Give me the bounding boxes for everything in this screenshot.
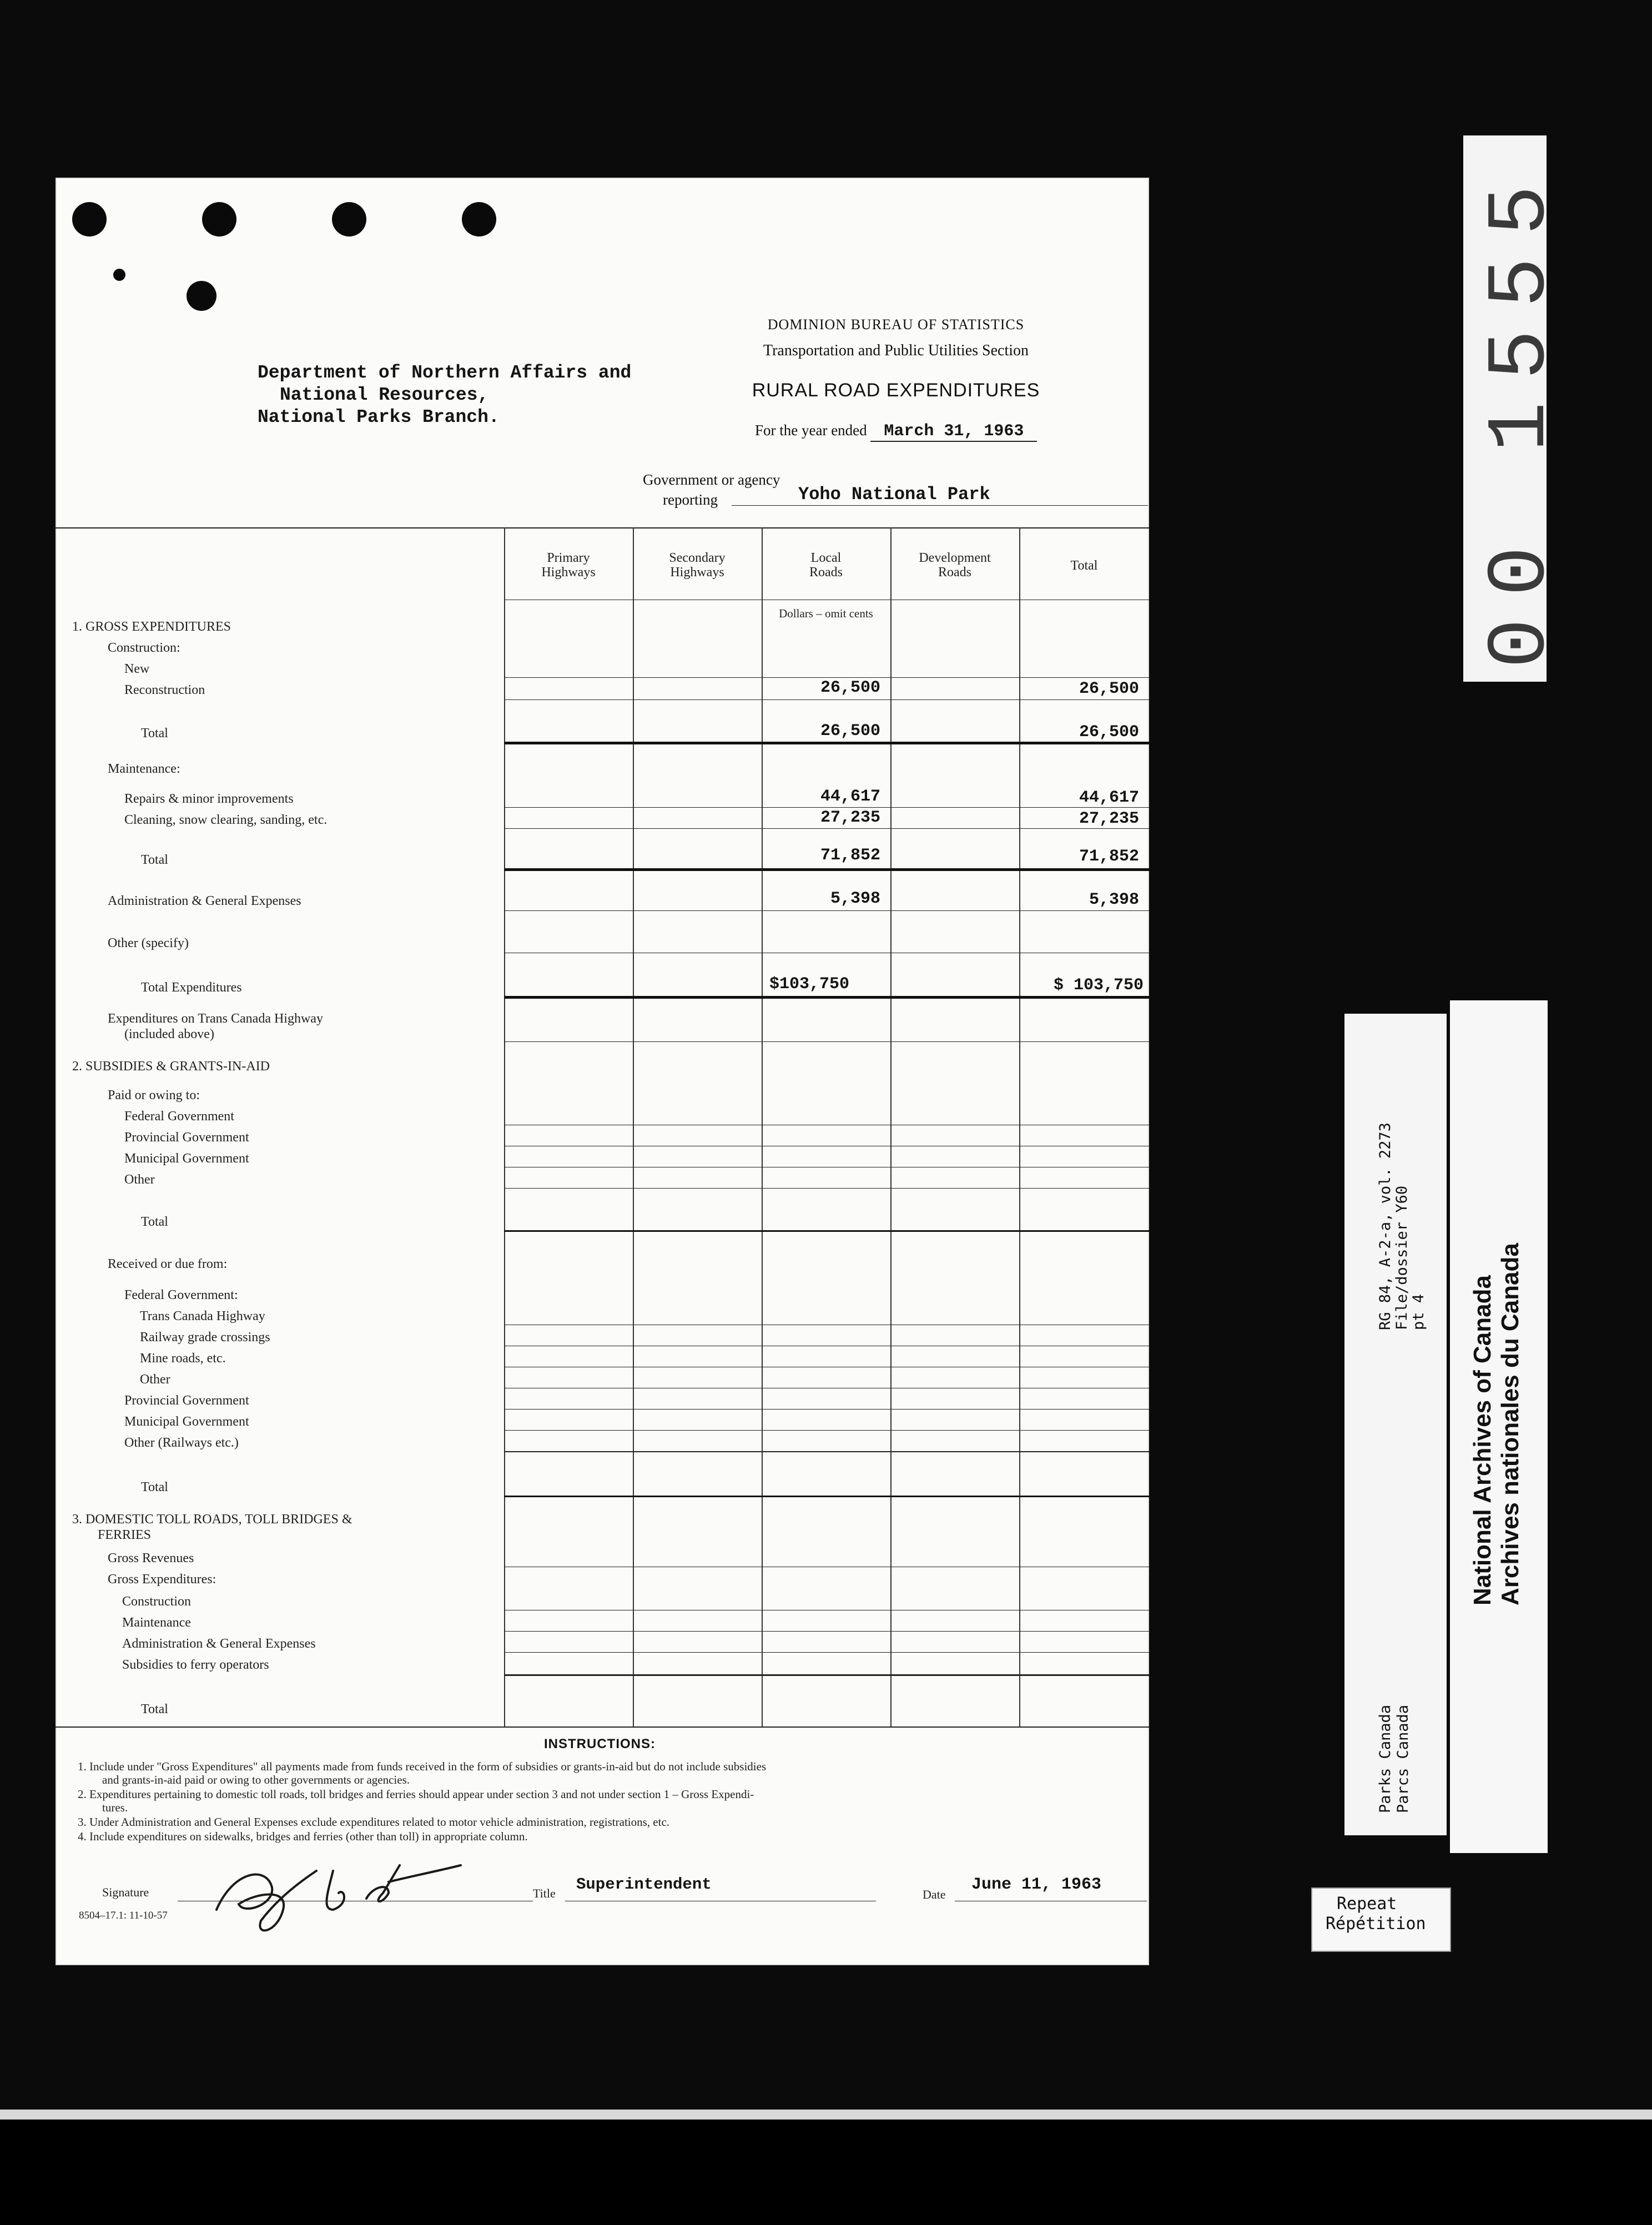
agency-underline [732, 505, 1148, 506]
archives-name-fr: Archives nationales du Canada [1497, 1243, 1524, 1605]
row-label: (included above) [124, 1027, 214, 1041]
row-label: Other [124, 1172, 155, 1187]
row-label: Federal Government: [124, 1288, 238, 1302]
row-rule [504, 699, 1149, 700]
row-rule [504, 1041, 1149, 1042]
section-1-heading: 1. GROSS EXPENDITURES [72, 620, 231, 634]
title-label: Title [533, 1886, 556, 1900]
row-rule [504, 1631, 1149, 1632]
units-note: Dollars – omit cents [779, 607, 873, 620]
section-3-heading-cont: FERRIES [98, 1528, 152, 1542]
amount-admin-local: 5,398 [830, 889, 880, 908]
col-local-roads: Local Roads [809, 551, 843, 580]
row-label: Total [141, 1702, 168, 1716]
col-development-roads: Development Roads [919, 551, 991, 580]
punch-hole [462, 202, 496, 236]
row-label: Other (Railways etc.) [124, 1436, 239, 1450]
total-rule [504, 868, 1149, 871]
col-total: Total [1070, 558, 1098, 573]
instructions-title: INSTRUCTIONS: [544, 1736, 656, 1751]
table-top-rule [56, 527, 1149, 528]
total-rule [504, 1230, 1149, 1232]
row-label: Trans Canada Highway [140, 1309, 265, 1323]
instruction-3: 3. Under Administration and General Expenses exclude expenditures related to motor vehicle administration, registrations, etc. [78, 1815, 670, 1829]
row-label: New [124, 662, 150, 676]
section-2-heading: 2. SUBSIDIES & GRANTS-IN-AID [72, 1059, 270, 1074]
date-label: Date [923, 1887, 946, 1901]
row-label: Mine roads, etc. [140, 1351, 226, 1366]
row-label: Total [141, 726, 168, 741]
row-label: Total Expenditures [141, 980, 242, 995]
row-label: Total [141, 1215, 168, 1229]
parks-line-2: Parcs Canada [1394, 1704, 1412, 1813]
amount-total2-total: 71,852 [1079, 847, 1139, 866]
amount-reconstruction-local: 26,500 [820, 678, 880, 697]
form-title: RURAL ROAD EXPENDITURES [752, 380, 1040, 401]
row-label: Federal Government [124, 1109, 234, 1124]
row-rule [504, 1188, 1149, 1189]
row-rule [504, 677, 1149, 678]
ref-line-3: pt 4 [1410, 1293, 1427, 1330]
instruction-4: 4. Include expenditures on sidewalks, bridges and ferries (other than toll) in appropriate column. [78, 1830, 528, 1843]
instruction-1: 1. Include under "Gross Expenditures" all payments made from funds received in the form of subsidies or grants-in-aid but do not include subsidies [78, 1760, 767, 1773]
col-divider [762, 527, 763, 1726]
agency-value: Yoho National Park [798, 484, 990, 505]
archive-reference-card [1344, 1014, 1447, 1835]
agency-label: Government or agency reporting [643, 471, 780, 508]
row-label: Construction: [108, 641, 180, 655]
amount-repairs-local: 44,617 [820, 787, 880, 806]
amount-cleaning-local: 27,235 [820, 808, 880, 827]
row-label: Gross Revenues [108, 1551, 194, 1565]
title-value: Superintendent [576, 1875, 712, 1894]
row-label: Total [141, 853, 168, 867]
total-rule [504, 1496, 1149, 1497]
row-rule [504, 807, 1149, 808]
row-label: Subsidies to ferry operators [122, 1658, 269, 1672]
instruction-1-cont: and grants-in-aid paid or owing to other governments or agencies. [102, 1773, 410, 1786]
amount-admin-total: 5,398 [1089, 890, 1139, 909]
row-label: Other (specify) [108, 936, 189, 950]
ref-line-2: File/dossier Y60 [1393, 1185, 1411, 1330]
amount-cleaning-total: 27,235 [1079, 809, 1139, 828]
national-archives-card [1450, 1000, 1548, 1853]
row-label: Municipal Government [124, 1414, 249, 1429]
col-divider [1019, 527, 1020, 1726]
row-rule [504, 828, 1149, 829]
row-label: Construction [122, 1594, 191, 1609]
punch-hole [187, 281, 216, 311]
amount-total1-total: 26,500 [1079, 723, 1139, 742]
row-rule [504, 1451, 1149, 1452]
amount-reconstruction-total: 26,500 [1079, 679, 1139, 698]
date-value: June 11, 1963 [971, 1875, 1102, 1894]
ref-line-1: RG 84, A-2-a, vol. 2273 [1377, 1122, 1394, 1330]
row-label: Total [141, 1480, 168, 1494]
row-label: Cleaning, snow clearing, sanding, etc. [124, 813, 328, 827]
amount-repairs-total: 44,617 [1079, 788, 1139, 807]
instruction-2-cont: tures. [102, 1801, 128, 1814]
row-label: Other [140, 1372, 170, 1387]
department-name: Department of Northern Affairs and National Resources, National Parks Branch. [258, 363, 632, 427]
punch-hole [113, 269, 125, 281]
row-label: Provincial Government [124, 1393, 249, 1408]
row-label: Maintenance [122, 1615, 191, 1630]
form-code: 8504–17.1: 11-10-57 [79, 1910, 168, 1921]
film-border-bottom [0, 2110, 1652, 2225]
row-label: Provincial Government [124, 1130, 249, 1145]
row-label: Reconstruction [124, 683, 205, 697]
year-ended: For the year ended March 31, 1963 [755, 422, 1037, 442]
repeat-fr: Répétition [1326, 1914, 1426, 1934]
row-label: Administration & General Expenses [108, 894, 301, 908]
row-label: Paid or owing to: [108, 1088, 200, 1103]
repeat-label [1311, 1887, 1451, 1952]
col-divider [890, 527, 892, 1726]
punch-hole [332, 202, 366, 236]
col-divider [504, 527, 505, 1726]
row-label: Gross Expenditures: [108, 1572, 216, 1587]
col-divider [633, 527, 634, 1726]
parks-line-1: Parks Canada [1377, 1704, 1394, 1813]
amount-totalexp-local: $103,750 [769, 975, 850, 994]
punch-hole [202, 202, 236, 236]
row-label: Maintenance: [108, 762, 180, 776]
total-rule [504, 996, 1149, 999]
bureau-name: DOMINION BUREAU OF STATISTICS [767, 316, 1025, 333]
archives-name-en: National Archives of Canada [1469, 1275, 1496, 1605]
repeat-en: Repeat [1337, 1894, 1397, 1914]
punch-hole [72, 202, 107, 236]
row-label: Expenditures on Trans Canada Highway [108, 1011, 323, 1026]
amount-totalexp-total: $ 103,750 [1053, 976, 1144, 995]
row-rule [504, 910, 1149, 911]
signature-scribble [205, 1849, 494, 1937]
row-rule [504, 1652, 1149, 1653]
col-secondary-highways: Secondary Highways [669, 551, 726, 580]
instruction-2: 2. Expenditures pertaining to domestic toll roads, toll bridges and ferries should appear under section 3 and not under section 1 – Gross Expendi- [78, 1788, 754, 1801]
row-rule [504, 1674, 1149, 1676]
col-primary-highways: Primary Highways [541, 551, 596, 580]
section-3-heading: 3. DOMESTIC TOLL ROADS, TOLL BRIDGES & [72, 1512, 352, 1527]
table-bottom-rule [56, 1726, 1149, 1728]
frame-number-strip [1463, 135, 1569, 682]
row-label: Administration & General Expenses [122, 1637, 316, 1651]
amount-total2-local: 71,852 [820, 846, 880, 865]
frame-number: 00 1555 [1474, 163, 1569, 668]
row-label: Railway grade crossings [140, 1330, 270, 1345]
row-rule [504, 1430, 1149, 1431]
row-label: Municipal Government [124, 1151, 249, 1166]
row-label: Received or due from: [108, 1257, 228, 1271]
row-label: Repairs & minor improvements [124, 792, 294, 806]
amount-total1-local: 26,500 [820, 722, 880, 741]
section-name: Transportation and Public Utilities Section [763, 342, 1029, 359]
form-sheet [56, 178, 1149, 1965]
signature-label: Signature [102, 1885, 149, 1899]
total-rule [504, 742, 1149, 744]
